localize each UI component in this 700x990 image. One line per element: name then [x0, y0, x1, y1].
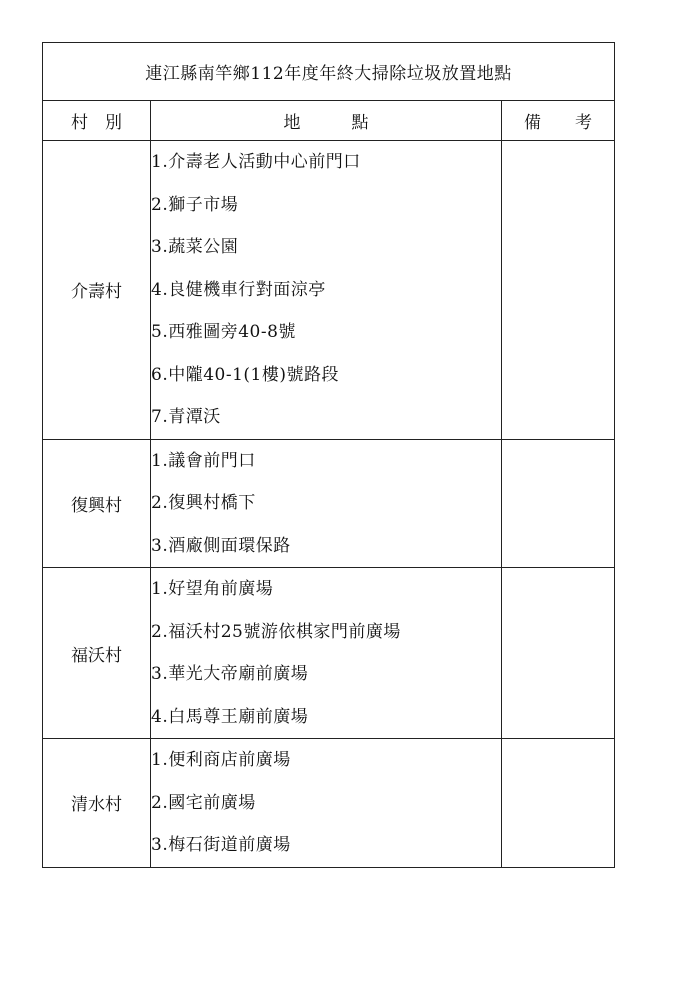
header-village: 村 別: [43, 101, 151, 141]
list-item: 4.白馬尊王廟前廣場: [151, 706, 309, 727]
note-cell: [502, 439, 615, 568]
note-cell: [502, 739, 615, 868]
list-item: 2.復興村橋下: [151, 493, 256, 513]
list-item: 3.梅石街道前廣場: [151, 835, 291, 855]
village-name: 福沃村: [43, 568, 151, 739]
table-row: [43, 141, 615, 440]
note-cell: [502, 141, 615, 440]
list-item: 3.華光大帝廟前廣場: [151, 664, 309, 684]
location-list: [151, 739, 502, 868]
document-sheet: [42, 42, 614, 868]
note-cell: [502, 568, 615, 739]
table-row: [43, 439, 615, 568]
header-location: 地 點: [151, 101, 502, 141]
list-item: 7.青潭沃: [151, 407, 221, 427]
location-list: [151, 439, 502, 568]
list-item: 2.國宅前廣場: [151, 792, 256, 813]
list-item: 5.西雅圖旁40-8號: [151, 322, 296, 342]
table-row: [43, 739, 615, 868]
village-name: 復興村: [43, 439, 151, 568]
header-row: [43, 101, 615, 141]
document-title: 連江縣南竿鄉112年度年終大掃除垃圾放置地點: [43, 43, 615, 101]
list-item: 1.介壽老人活動中心前門口: [151, 152, 361, 172]
list-item: 2.福沃村25號游依棋家門前廣場: [151, 621, 401, 642]
list-item: 1.便利商店前廣場: [151, 750, 291, 770]
title-row: [43, 43, 615, 101]
table-row: [43, 568, 615, 739]
list-item: 3.蔬菜公園: [151, 237, 239, 257]
list-item: 1.好望角前廣場: [151, 579, 274, 599]
header-note: 備 考: [502, 101, 615, 141]
location-list: [151, 568, 502, 739]
location-list: [151, 141, 502, 440]
list-item: 2.獅子市場: [151, 194, 239, 215]
list-item: 1.議會前門口: [151, 450, 256, 471]
village-name: 清水村: [43, 739, 151, 868]
list-item: 6.中隴40-1(1樓)號路段: [151, 364, 339, 385]
village-name: 介壽村: [43, 141, 151, 440]
location-table: [42, 42, 615, 868]
list-item: 4.良健機車行對面涼亭: [151, 279, 326, 300]
list-item: 3.酒廠側面環保路: [151, 535, 291, 556]
